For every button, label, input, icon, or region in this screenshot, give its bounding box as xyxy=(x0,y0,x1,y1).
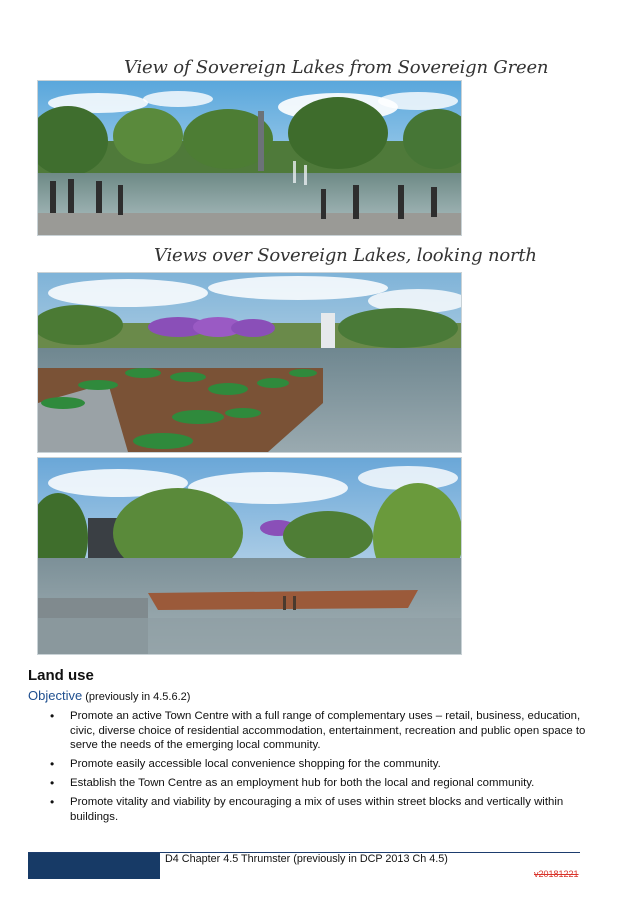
objective-label: Objective xyxy=(28,688,83,703)
objective-bullet-list xyxy=(50,709,590,829)
list-item xyxy=(50,776,590,791)
bullet-icon: • xyxy=(50,709,55,723)
caption-sovereign-green: View of Sovereign Lakes from Sovereign Green xyxy=(124,57,549,78)
section-heading-land-use: Land use xyxy=(28,667,94,684)
bullet-icon: • xyxy=(50,776,55,790)
footer-color-block xyxy=(28,853,160,879)
caption-looking-north: Views over Sovereign Lakes, looking north xyxy=(154,245,537,266)
bullet-text: Promote easily accessible local convenience shopping for the community. xyxy=(70,758,441,770)
lake-view-photo-2 xyxy=(37,272,462,453)
list-item xyxy=(50,795,590,824)
bullet-icon: • xyxy=(50,757,55,771)
bullet-text: Promote vitality and viability by encouraging a mix of uses within street blocks and vertically within buildings. xyxy=(70,796,564,823)
bullet-text: Promote an active Town Centre with a full range of complementary uses – retail, business, education, civic, diverse choice of residential accommodation, entertainment, recreation and public open space to serve the needs of the emerging local community. xyxy=(70,710,586,751)
list-item xyxy=(50,757,590,772)
lake-view-photo-3 xyxy=(37,457,462,655)
footer-chapter-title: D4 Chapter 4.5 Thrumster (previously in DCP 2013 Ch 4.5) xyxy=(165,853,448,865)
objective-line xyxy=(28,687,190,705)
footer-version-label: v20181221 xyxy=(534,869,579,879)
bullet-text: Establish the Town Centre as an employment hub for both the local and regional community. xyxy=(70,777,535,789)
list-item xyxy=(50,709,590,753)
objective-reference: (previously in 4.5.6.2) xyxy=(82,691,191,703)
lake-view-photo-1 xyxy=(37,80,462,236)
bullet-icon: • xyxy=(50,795,55,809)
